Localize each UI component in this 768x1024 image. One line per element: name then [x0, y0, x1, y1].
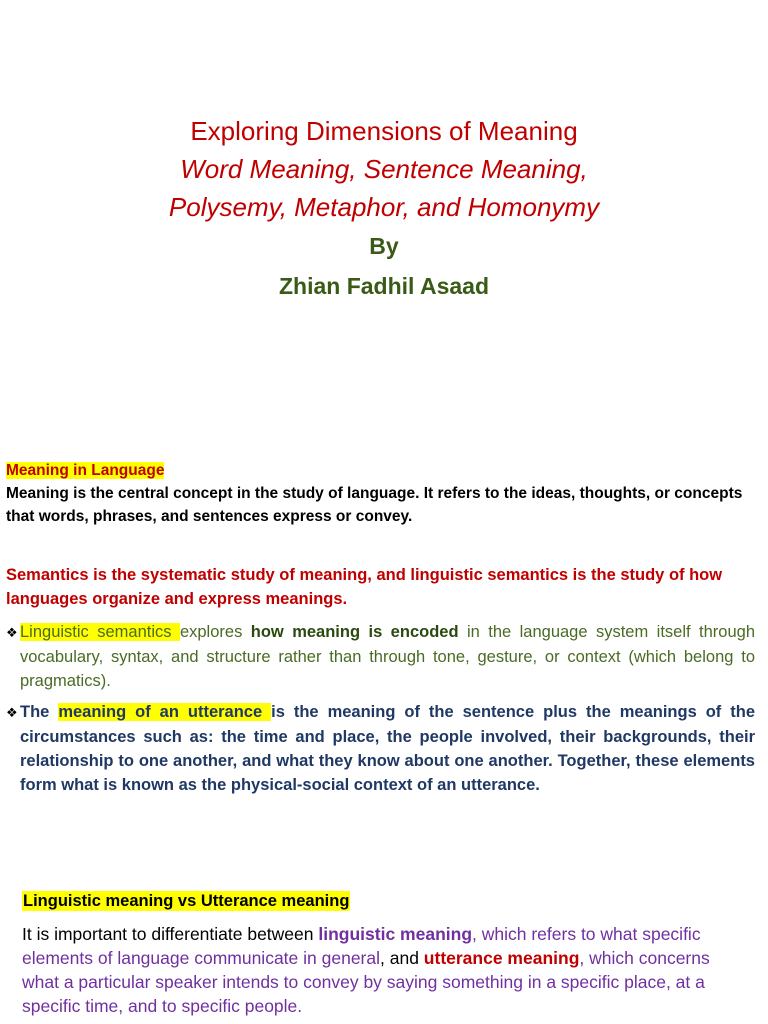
diamond-bullet-icon: ❖ [6, 705, 18, 720]
comparison-heading-row [22, 889, 350, 913]
linguistic-semantics-term: Linguistic semantics [20, 623, 180, 641]
diamond-bullet-icon: ❖ [6, 625, 18, 640]
title-subtitle-line2: Polysemy, Metaphor, and Homonymy [168, 192, 600, 222]
title-main: Exploring Dimensions of Meaning [190, 116, 578, 146]
comparison-paragraph: It is important to differentiate between linguistic meaning, which refers to what specific elements of language communicate in general, and utterance meaning, which concerns what a particular speaker intends to convey by saying something in a specific place, at a specific time, and to specific people. [22, 924, 710, 1016]
meaning-of-utterance-term: meaning of an utterance [58, 703, 272, 721]
bullet-utterance-meaning: ❖ The meaning of an utterance is the meaning of the sentence plus the meanings of the circumstances such as: the time and place, the people involved, their backgrounds, their relationship to one another, and what they know about one another. Together, these elements form what is known as the physical-social context of an utterance. [6, 703, 755, 794]
meaning-in-language-body: Meaning is the central concept in the study of language. It refers to the ideas, thoughts, or concepts that words, phrases, and sentences express or convey. [6, 485, 743, 525]
how-meaning-encoded-emphasis: how meaning is encoded [250, 623, 459, 641]
meaning-in-language-section [6, 459, 751, 528]
comparison-heading: Linguistic meaning vs Utterance meaning [23, 892, 350, 910]
utterance-meaning-term: utterance meaning [423, 948, 580, 968]
bullet-linguistic-semantics: ❖ Linguistic semantics explores how meaning is encoded in the language system itself through vocabulary, syntax, and structure rather than through tone, gesture, or context (which belong to pragmatics). [6, 623, 755, 690]
semantics-definition: Semantics is the systematic study of meaning, and linguistic semantics is the study of how languages organize and express meanings. [6, 566, 723, 608]
linguistic-meaning-term: linguistic meaning [318, 924, 473, 944]
title-subtitle-line1: Word Meaning, Sentence Meaning, [180, 154, 588, 184]
meaning-in-language-heading: Meaning in Language [6, 462, 165, 479]
by-label: By [369, 233, 399, 259]
byline-block [0, 226, 768, 306]
author-name: Zhian Fadhil Asaad [278, 273, 489, 299]
title-block [0, 112, 768, 226]
